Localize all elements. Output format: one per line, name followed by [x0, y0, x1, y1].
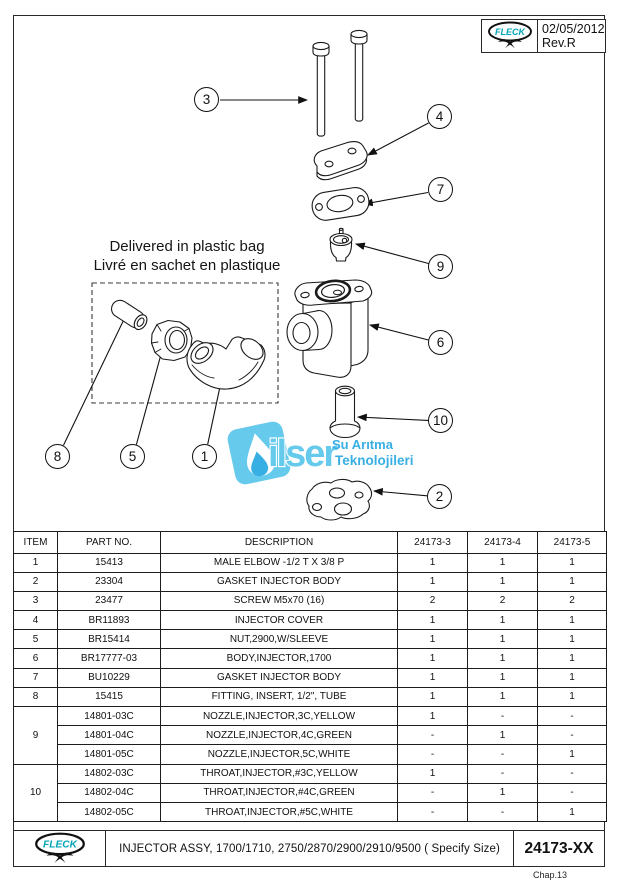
fleck-logo-small: [482, 20, 538, 52]
plastic-bag-note: [52, 237, 322, 275]
throat-tube: [330, 386, 360, 437]
cell-qty: -: [398, 726, 468, 745]
cell-part: 23304: [58, 572, 161, 591]
cell-part: BU10229: [58, 668, 161, 687]
cell-item: 4: [14, 611, 58, 630]
cell-qty: 1: [538, 668, 607, 687]
cell-item-group-9: 9: [14, 707, 58, 765]
cell-desc: NOZZLE,INJECTOR,3C,YELLOW: [161, 707, 398, 726]
col-header-24173-3: 24173-3: [398, 532, 468, 554]
col-header-item: ITEM: [14, 532, 58, 554]
note-line-en: Delivered in plastic bag: [109, 238, 265, 255]
cell-desc: FITTING, INSERT, 1/2", TUBE: [161, 687, 398, 706]
watermark-logo: [226, 420, 414, 486]
doc-date: 02/05/2012: [542, 22, 605, 36]
nut: [152, 321, 193, 361]
cell-qty: 1: [398, 687, 468, 706]
cell-qty: 1: [398, 649, 468, 668]
cell-part: BR15414: [58, 630, 161, 649]
table-row: [14, 802, 607, 821]
cell-qty: -: [398, 783, 468, 802]
callout-6: 6: [428, 330, 453, 355]
fleck-logo-icon: [486, 21, 534, 51]
cell-qty: -: [538, 707, 607, 726]
cell-qty: 1: [538, 687, 607, 706]
cell-qty: 1: [398, 668, 468, 687]
cell-qty: 1: [398, 611, 468, 630]
cell-qty: 1: [398, 764, 468, 783]
cell-qty: -: [538, 764, 607, 783]
callout-5: 5: [120, 444, 145, 469]
screw-bolts: [313, 30, 367, 136]
cell-part: 14801-05C: [58, 745, 161, 764]
cell-item: 3: [14, 591, 58, 610]
fleck-logo-text: FLECK: [494, 26, 525, 37]
cell-qty: -: [468, 707, 538, 726]
cell-qty: 1: [468, 687, 538, 706]
cell-qty: -: [468, 745, 538, 764]
table-row: [14, 707, 607, 726]
callout-7: 7: [428, 177, 453, 202]
table-row: [14, 630, 607, 649]
cell-part: 14801-03C: [58, 707, 161, 726]
cell-qty: 1: [468, 726, 538, 745]
table-row: [14, 687, 607, 706]
callout-10: 10: [428, 408, 453, 433]
cell-qty: 1: [538, 649, 607, 668]
callout-1: 1: [192, 444, 217, 469]
parts-table: [13, 531, 607, 822]
cell-part: BR11893: [58, 611, 161, 630]
injector-body: [287, 279, 372, 377]
sleeve: [108, 297, 150, 332]
cell-qty: -: [398, 802, 468, 821]
table-row: [14, 668, 607, 687]
cell-qty: 2: [398, 591, 468, 610]
cell-qty: 1: [538, 745, 607, 764]
nozzle: [330, 228, 352, 261]
cell-desc: NUT,2900,W/SLEEVE: [161, 630, 398, 649]
table-row: [14, 572, 607, 591]
cell-item: 1: [14, 553, 58, 572]
cell-qty: -: [538, 726, 607, 745]
injector-cover: [314, 142, 367, 180]
cell-qty: 1: [538, 572, 607, 591]
fleck-logo-icon: [26, 832, 94, 866]
cell-desc: NOZZLE,INJECTOR,5C,WHITE: [161, 745, 398, 764]
cell-desc: THROAT,INJECTOR,#3C,YELLOW: [161, 764, 398, 783]
table-row: [14, 649, 607, 668]
assembly-part-number: 24173-XX: [513, 831, 604, 866]
cell-qty: -: [538, 783, 607, 802]
cell-qty: 1: [398, 553, 468, 572]
cell-qty: 1: [468, 668, 538, 687]
cell-part: 14802-05C: [58, 802, 161, 821]
cell-qty: 2: [468, 591, 538, 610]
cell-qty: 1: [468, 553, 538, 572]
cell-qty: 2: [538, 591, 607, 610]
fleck-logo-text: FLECK: [42, 839, 77, 851]
table-row: [14, 745, 607, 764]
table-header-row: [14, 532, 607, 554]
table-row: [14, 726, 607, 745]
callout-8: 8: [45, 444, 70, 469]
cell-qty: 1: [468, 630, 538, 649]
cell-desc: BODY,INJECTOR,1700: [161, 649, 398, 668]
fleck-logo-large: [14, 831, 106, 866]
cell-desc: MALE ELBOW -1/2 T X 3/8 P: [161, 553, 398, 572]
callout-3: 3: [194, 87, 219, 112]
cell-part: 15413: [58, 553, 161, 572]
cell-part: 14802-04C: [58, 783, 161, 802]
cell-item: 8: [14, 687, 58, 706]
col-header-part: PART NO.: [58, 532, 161, 554]
cell-item-group-10: 10: [14, 764, 58, 822]
watermark-tagline-1: Su Arıtma: [332, 437, 393, 452]
cell-part: 15415: [58, 687, 161, 706]
cell-qty: -: [468, 764, 538, 783]
cell-part: 14801-04C: [58, 726, 161, 745]
chapter-label: Chap.13: [532, 870, 568, 880]
table-row: [14, 611, 607, 630]
table-row: [14, 591, 607, 610]
watermark-tagline-2: Teknolojileri: [335, 453, 414, 468]
cell-qty: 1: [398, 707, 468, 726]
cell-qty: 1: [398, 572, 468, 591]
cell-part: 23477: [58, 591, 161, 610]
cell-qty: 1: [468, 611, 538, 630]
table-row: [14, 553, 607, 572]
title-block: [13, 830, 605, 867]
cell-qty: 1: [468, 783, 538, 802]
cell-qty: 1: [538, 802, 607, 821]
cell-qty: 1: [468, 649, 538, 668]
cell-qty: -: [468, 802, 538, 821]
cell-part: BR17777-03: [58, 649, 161, 668]
col-header-24173-4: 24173-4: [468, 532, 538, 554]
cell-qty: 1: [538, 630, 607, 649]
table-row: [14, 783, 607, 802]
gasket-top: [310, 186, 371, 223]
cell-desc: THROAT,INJECTOR,#5C,WHITE: [161, 802, 398, 821]
watermark-text: ilser: [268, 433, 337, 475]
cell-desc: GASKET INJECTOR BODY: [161, 572, 398, 591]
cell-desc: THROAT,INJECTOR,#4C,GREEN: [161, 783, 398, 802]
callout-4: 4: [427, 104, 452, 129]
assembly-title: INJECTOR ASSY, 1700/1710, 2750/2870/2900/2910/9500 ( Specify Size): [119, 842, 500, 855]
elbow-fitting: [187, 334, 267, 389]
cell-item: 7: [14, 668, 58, 687]
callout-9: 9: [428, 254, 453, 279]
note-line-fr: Livré en sachet en plastique: [93, 257, 281, 274]
cell-desc: INJECTOR COVER: [161, 611, 398, 630]
callout-2: 2: [427, 484, 452, 509]
cell-desc: SCREW M5x70 (16): [161, 591, 398, 610]
cell-qty: 1: [468, 572, 538, 591]
col-header-desc: DESCRIPTION: [161, 532, 398, 554]
gasket-bottom: [307, 479, 372, 520]
cell-qty: 1: [538, 553, 607, 572]
cell-item: 5: [14, 630, 58, 649]
cell-qty: 1: [398, 630, 468, 649]
cell-part: 14802-03C: [58, 764, 161, 783]
cell-qty: -: [398, 745, 468, 764]
cell-desc: GASKET INJECTOR BODY: [161, 668, 398, 687]
cell-qty: 1: [538, 611, 607, 630]
cell-item: 2: [14, 572, 58, 591]
revision-box: [481, 19, 606, 53]
doc-revision: Rev.R: [542, 36, 576, 50]
cell-item: 6: [14, 649, 58, 668]
table-row: [14, 764, 607, 783]
col-header-24173-5: 24173-5: [538, 532, 607, 554]
cell-desc: NOZZLE,INJECTOR,4C,GREEN: [161, 726, 398, 745]
